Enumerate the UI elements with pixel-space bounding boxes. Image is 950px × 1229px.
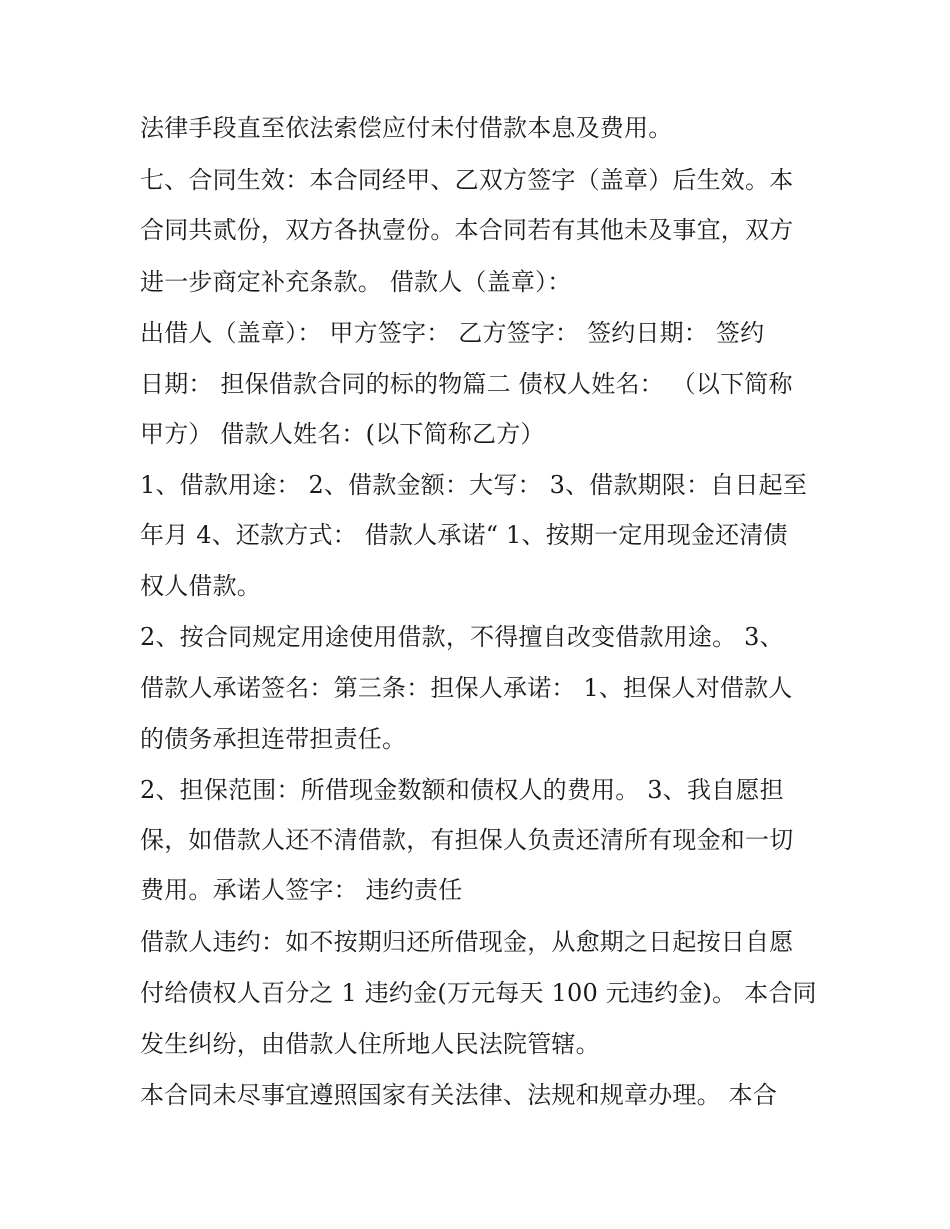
text-line: 出借人（盖章）： 甲方签字： 乙方签字： 签约日期： 签约 <box>140 319 765 347</box>
text-line: 本合同未尽事宜遵照国家有关法律、法规和规章办理。 本合 <box>140 1081 778 1109</box>
text-line: 1、借款用途： 2、借款金额：大写： 3、借款期限：自日起至 <box>140 471 808 499</box>
text-line: 七、合同生效：本合同经甲、乙双方签字（盖章）后生效。本 <box>140 166 794 194</box>
text-line: 2、担保范围：所借现金数额和债权人的费用。 3、我自愿担 <box>140 776 784 804</box>
text-line: 权人借款。 <box>140 572 261 600</box>
text-line: 甲方） 借款人姓名：(以下简称乙方） <box>140 420 545 448</box>
text-line: 借款人违约：如不按期归还所借现金，从愈期之日起按日自愿 <box>140 928 794 956</box>
text-line: 日期： 担保借款合同的标的物篇二 债权人姓名： （以下简称 <box>140 370 793 398</box>
text-line: 保，如借款人还不清借款，有担保人负责还清所有现金和一切 <box>140 826 794 854</box>
text-line: 借款人承诺签名：第三条：担保人承诺： 1、担保人对借款人 <box>140 674 793 702</box>
text-line: 付给债权人百分之 1 违约金(万元每天 100 元违约金)。 本合同 <box>140 979 817 1007</box>
text-line: 法律手段直至依法索偿应付未付借款本息及费用。 <box>140 114 673 142</box>
text-line: 的债务承担连带担责任。 <box>140 725 407 753</box>
text-line: 2、按合同规定用途使用借款，不得擅自改变借款用途。 3、 <box>140 623 784 651</box>
text-line: 年月 4、还款方式： 借款人承诺“ 1、按期一定用现金还清债 <box>140 521 788 549</box>
text-line: 发生纠纷，由借款人住所地人民法院管辖。 <box>140 1030 600 1058</box>
text-line: 费用。承诺人签字： 违约责任 <box>140 876 463 904</box>
text-line: 合同共贰份，双方各执壹份。本合同若有其他未及事宜，双方 <box>140 216 794 244</box>
text-line: 进一步商定补充条款。 借款人（盖章）： <box>140 268 572 296</box>
